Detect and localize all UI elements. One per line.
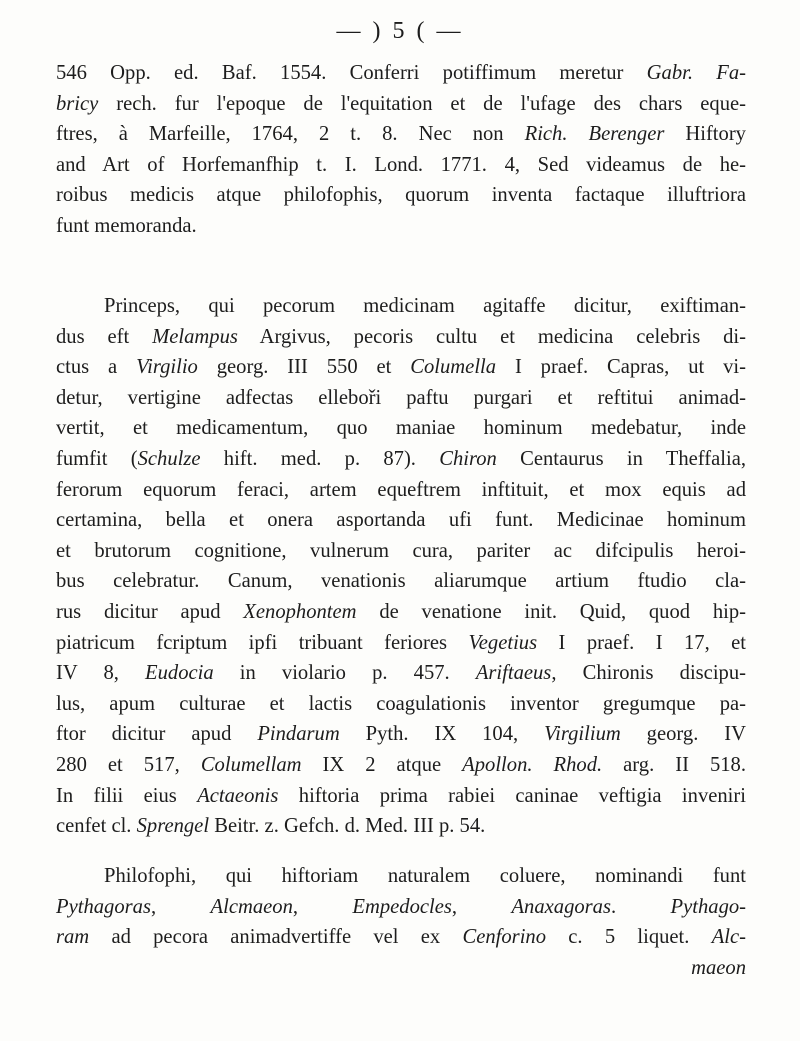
text-line [56,892,746,923]
text-line [56,953,746,984]
text-run: , Chironis discipu- [551,662,746,685]
text-run: roibus medicis atque philofophis, quorum inventa factaque illuftriora [56,184,746,207]
text-run: certamina, bella et onera asportanda ufi funt. Medicinae hominum [56,509,746,532]
text-line [56,322,746,353]
text-line [56,566,746,597]
text-run: ctus a [56,356,137,379]
page-header: — ) 5 ( — [336,18,464,44]
text-line [56,150,746,181]
italic-text: Columellam [200,753,302,776]
italic-text: Columella [410,356,497,379]
text-line [56,861,746,892]
text-line [56,180,746,211]
paragraph-3 [56,861,746,983]
italic-text: Alc- [711,926,746,949]
text-line [56,89,746,120]
text-run: 280 et 517, [56,753,201,776]
text-line [56,597,746,628]
text-run: , [451,895,512,918]
italic-text: Virgilium [544,723,621,746]
text-line [56,750,746,781]
text-line [56,352,746,383]
text-run: rus dicitur apud [56,600,244,623]
text-run: bus celebratur. Canum, venationis aliarumque artium ftudio cla- [56,570,746,593]
text-run: and Art of Horfemanfhip t. I. Lond. 1771. 4, Sed videamus de he- [56,153,746,176]
text-run: Centaurus in Theffalia, [496,447,746,470]
text-run: ftor dicitur apud [56,723,258,746]
text-line [56,719,746,750]
text-line [56,119,746,150]
italic-text: Alcmaeon [210,895,293,918]
text-line [56,444,746,475]
text-line [56,922,746,953]
italic-text: Pindarum [257,723,340,746]
text-line [56,413,746,444]
text-line [56,291,746,322]
text-run: In filii eius [56,784,198,807]
text-run: georg. IV [620,723,747,746]
text-run: ad pecora animadvertiffe vel ex [89,926,463,949]
text-run: arg. II 518. [602,753,746,776]
italic-text: Actaeonis [197,784,279,807]
italic-text: bricy [56,92,99,115]
text-run: vertit, et medicamentum, quo maniae hominum medebatur, inde [56,417,746,440]
italic-text: ram [56,926,90,949]
text-run: Beitr. z. Gefch. d. Med. III p. 54. [209,815,486,838]
text-run: Philofophi, qui hiftoriam naturalem coluere, nominandi funt [104,865,746,887]
text-run: I praef. I 17, et [537,631,746,654]
italic-text: Anaxagoras [511,895,611,918]
italic-text: Xenophontem [243,600,357,623]
text-run: dus eft [56,325,153,348]
italic-text: Schulze [137,447,201,470]
text-run: , [292,895,353,918]
italic-text: Chiron [439,447,497,470]
text-run: IX 2 atque [301,753,463,776]
text-run: Hiftory [664,123,746,146]
italic-text: Pythago- [670,895,747,918]
text-line [56,58,746,89]
italic-text: Empedocles [352,895,452,918]
paragraph-2 [56,291,746,842]
text-run: hiftoria prima rabiei caninae veftigia inveniri [278,784,746,807]
text-line [56,505,746,536]
text-run: fumfit ( [56,447,138,470]
italic-text: maeon [691,956,746,979]
text-run: ftres, à Marfeille, 1764, 2 t. 8. Nec non [56,123,525,146]
text-line [56,811,746,842]
text-run: 546 Opp. ed. Baf. 1554. Conferri potiffimum meretur [56,62,647,84]
italic-text: Sprengel [136,815,210,838]
text-run: IV 8, [56,662,146,685]
italic-text: Virgilio [136,356,198,379]
text-run: cenfet cl. [56,815,137,838]
text-run: piatricum fcriptum ipfi tribuant feriores [56,631,469,654]
text-line [56,781,746,812]
italic-text: Ariftaeus [475,662,552,685]
text-run: , [150,895,211,918]
text-run: c. 5 liquet. [546,926,712,949]
text-run: detur, vertigine adfectas elleboři paftu purgari et reftitui animad- [56,386,746,409]
italic-text: Pythagoras [56,895,151,918]
text-run: . [611,895,671,918]
text-run: de venatione init. Quid, quod hip- [356,600,747,623]
text-run: in violario p. 457. [213,662,476,685]
text-run: Argivus, pecoris cultu et medicina celebris di- [237,325,747,348]
text-run: ferorum equorum feraci, artem equeftrem inftituit, et mox equis ad [56,478,746,501]
text-run: Princeps, qui pecorum medicinam agitaffe dicitur, exiftiman- [104,295,746,317]
italic-text: Rich. Berenger [524,123,665,146]
text-run: rech. fur l'epoque de l'equitation et de l'ufage des chars eque- [98,92,746,115]
text-line [56,211,746,242]
text-run: funt memoranda. [56,214,197,237]
text-line [56,383,746,414]
italic-text: Melampus [152,325,238,348]
paragraph-1 [56,58,746,242]
text-run: et brutorum cognitione, vulnerum cura, pariter ac difcipulis heroi- [56,539,746,562]
italic-text: Cenforino [462,926,547,949]
text-line [56,475,746,506]
italic-text: Apollon. Rhod. [462,753,603,776]
text-run: hift. med. p. 87). [200,447,440,470]
text-line [56,628,746,659]
text-line [56,658,746,689]
italic-text: Gabr. Fa- [646,62,746,84]
text-line [56,536,746,567]
italic-text: Eudocia [145,662,214,685]
text-run: georg. III 550 et [197,356,411,379]
text-run: lus, apum culturae et lactis coagulationis inventor gregumque pa- [56,692,746,715]
italic-text: Vegetius [468,631,538,654]
text-run: Pyth. IX 104, [339,723,545,746]
text-line [56,689,746,720]
text-run: I praef. Capras, ut vi- [496,356,746,379]
